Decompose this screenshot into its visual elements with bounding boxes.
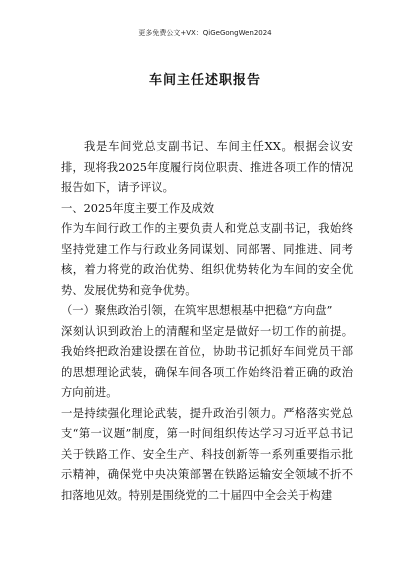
header-promo-text: 更多免费公文+VX：QiGeGongWen2024 [138, 29, 272, 37]
paragraph-political: 深刻认识到政治上的清醒和坚定是做好一切工作的前提。我始终把政治建设摆在首位，协助书记抓好车间党员干部的思想理论武装，确保车间各项工作始终沿着正确的政治方向前进。 [61, 324, 353, 399]
paragraph-overview: 作为车间行政工作的主要负责人和党总支副书记，我始终坚持党建工作与行政业务同谋划、同部署、同推进、同考核，着力将党的政治优势、组织优势转化为车间的安全优势、发展优势和竞争优势。 [61, 222, 353, 297]
paragraph-intro: 我是车间党总支副书记、车间主任XX。根据会议安排，现将我2025年度履行岗位职责、推进各项工作的情况报告如下，请予评议。 [61, 140, 353, 194]
document-body [61, 137, 353, 506]
paragraph-theory: 一是持续强化理论武装，提升政治引领力。严格落实党总支“第一议题”制度，第一时间组织传达学习习近平总书记关于铁路工作、安全生产、科技创新等一系列重要指示批示精神，确保党中央决策部署在铁路运输安全领域不折不扣落地见效。特别是围绕党的二十届四中全会关于构建 [61, 406, 353, 502]
document-title: 车间主任述职报告 [148, 73, 261, 88]
subsection-heading-1: （一）聚焦政治引领，在筑牢思想根基中把稳“方向盘” [61, 304, 333, 317]
section-heading-1: 一、2025年度主要工作及成效 [61, 201, 215, 215]
